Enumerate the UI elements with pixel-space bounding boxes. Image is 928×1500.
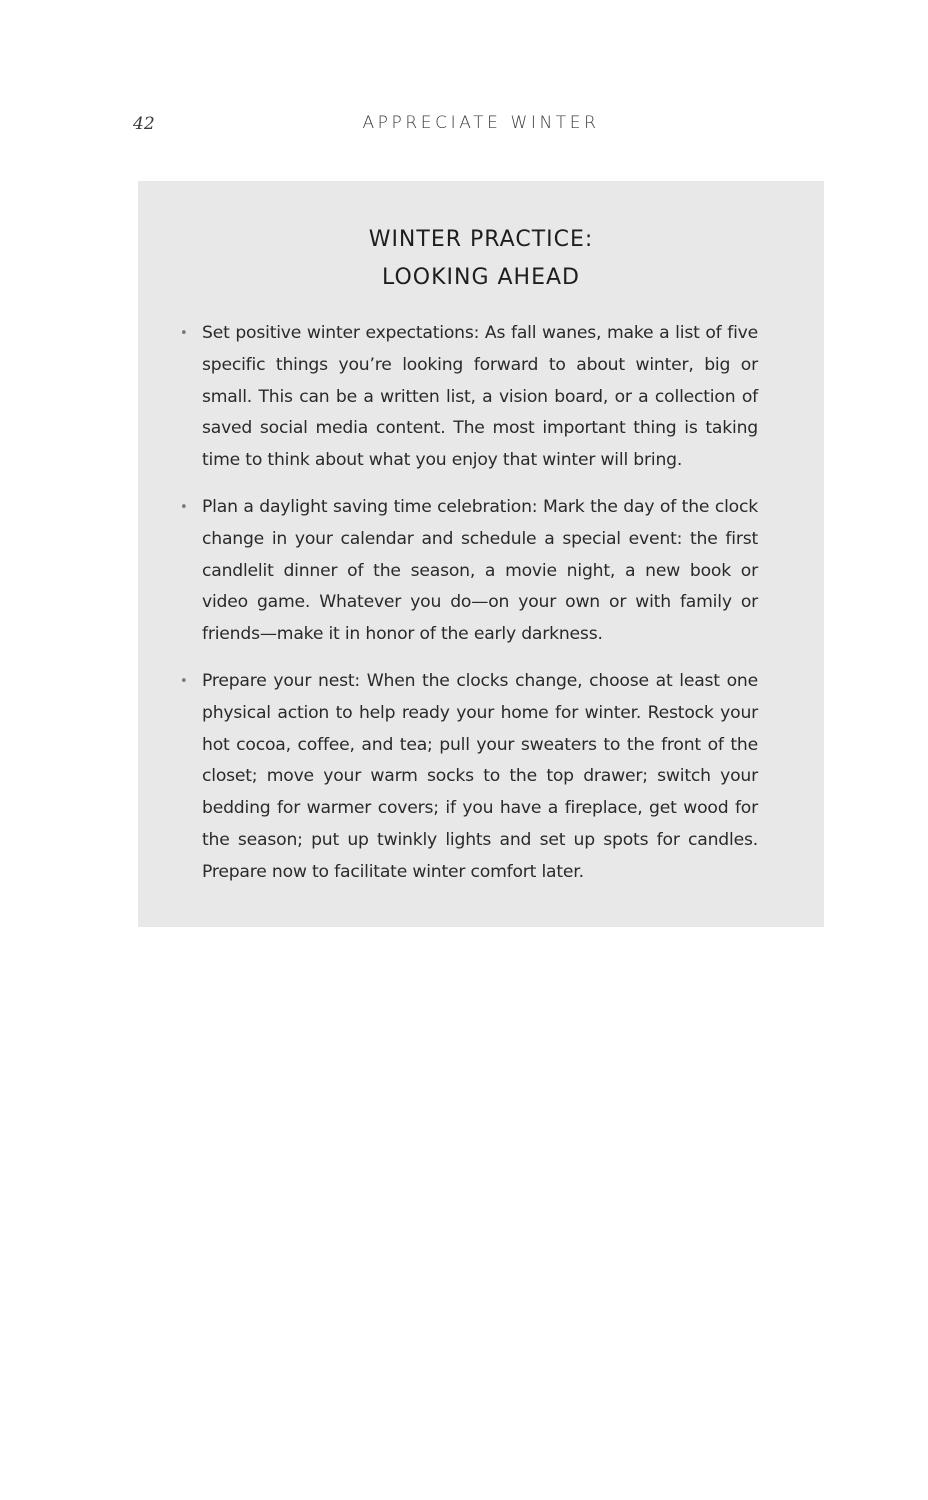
winter-practice-box — [138, 181, 824, 927]
practice-item-text: Set positive winter expectations: As fall wanes, make a list of five specific things you’re looking forward to about winter, big or small. This can be a written list, a vision board, or a collection of saved social media content. The most important thing is taking time to think about what you enjoy that winter will bring. — [202, 323, 758, 471]
running-head — [0, 112, 928, 140]
bullet-icon: • — [180, 499, 188, 515]
practice-item — [180, 666, 758, 889]
practice-list — [180, 318, 758, 904]
page-number: 42 — [133, 114, 155, 134]
practice-item-text: Plan a daylight saving time celebration: Mark the day of the clock change in your calendar and schedule a special event: the first candlelit dinner of the season, a movie night, a new book or video game. Whatever you do—on your own or with family or friends—make it in honor of the early darkness. — [202, 496, 758, 645]
practice-item — [180, 318, 758, 477]
box-heading-line-1: WINTER PRACTICE: — [368, 227, 594, 252]
box-heading-line-2: LOOKING AHEAD — [381, 265, 580, 290]
practice-item — [180, 492, 758, 651]
bullet-icon: • — [180, 673, 188, 689]
box-heading — [138, 221, 824, 297]
chapter-title: APPRECIATE WINTER — [362, 113, 600, 133]
practice-item-text: Prepare your nest: When the clocks change, choose at least one physical action to help ready your home for winter. Restock your hot cocoa, coffee, and tea; pull your sweaters to the front of the closet; move your warm socks to the top drawer; switch your bedding for warmer covers; if you have a fireplace, get wood for the season; put up twinkly lights and set up spots for candles. Prepare now to facilitate winter comfort later. — [202, 670, 758, 882]
bullet-icon: • — [180, 326, 188, 341]
